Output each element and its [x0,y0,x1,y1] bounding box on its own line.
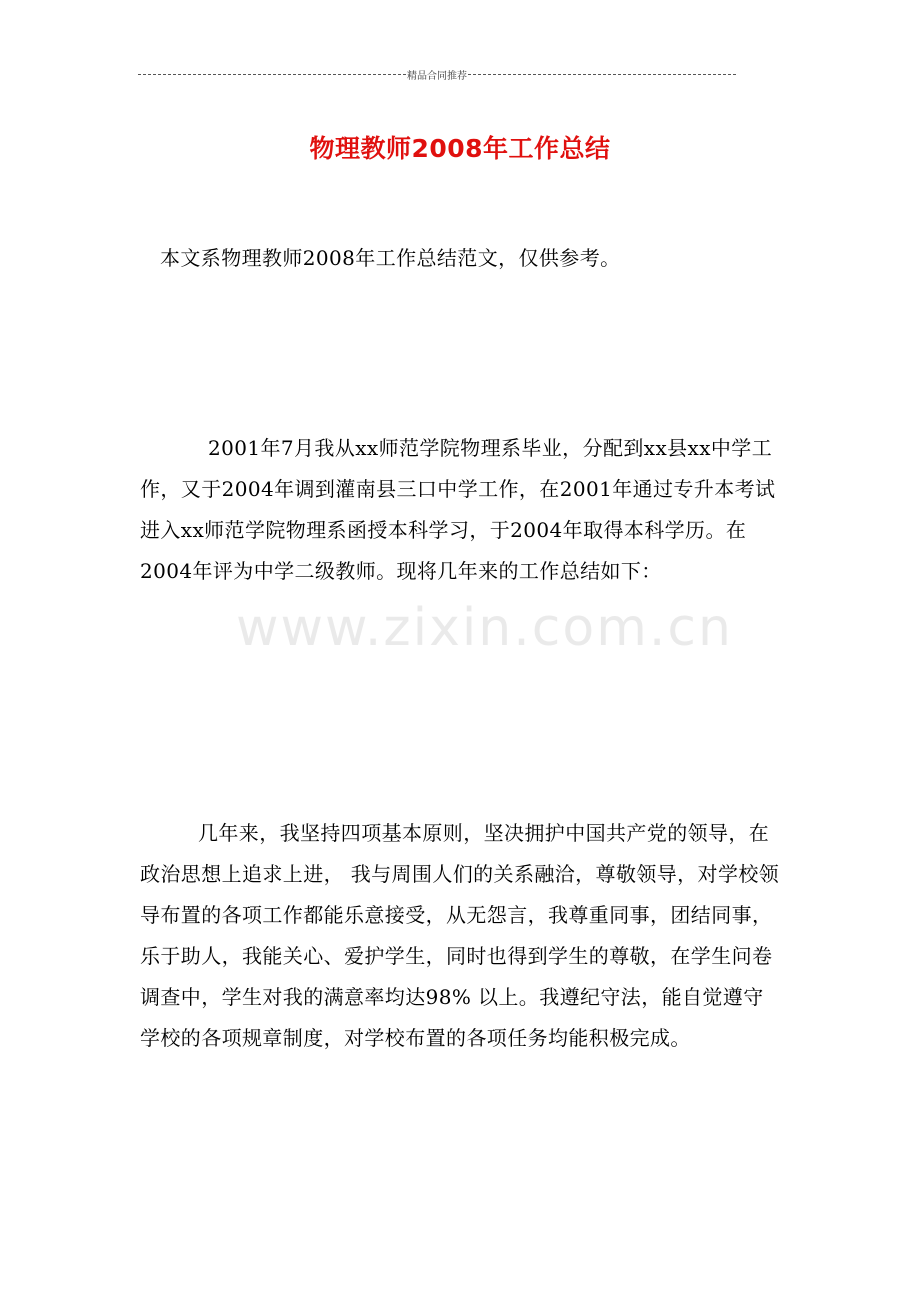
body-paragraph-2: 几年来，我坚持四项基本原则，坚决拥护中国共产党的领导，在政治思想上追求上进， 我与周围人们的关系融洽，尊敬领导，对学校领导布置的各项工作都能乐意接受，从无怨言，我尊重同事，团结同事，乐于助人，我能关心、爱护学生，同时也得到学生的尊敬，在学生问卷调查中，学生对我的满意率均达98% 以上。我遵纪守法，能自觉遵守学校的各项规章制度，对学校布置的各项任务均能积极完成。 [140,821,780,1050]
header-dash-right [468,74,736,75]
watermark: www.zixin.com.cn [236,598,733,658]
body-paragraph-1: 2001年7月我从xx师范学院物理系毕业，分配到xx县xx中学工作，又于2004年调到灌南县三口中学工作，在2001年通过专升本考试进入xx师范学院物理系函授本科学习，于2004年取得本科学历。在2004年评为中学二级教师。现将几年来的工作总结如下： [140,436,776,583]
header-label: 精品合同推荐 [407,70,467,82]
header-dash-left [138,74,406,75]
header-divider [138,66,736,82]
intro-paragraph: 本文系物理教师2008年工作总结范文，仅供参考。 [160,246,621,270]
document-title: 物理教师2008年工作总结 [309,133,611,163]
